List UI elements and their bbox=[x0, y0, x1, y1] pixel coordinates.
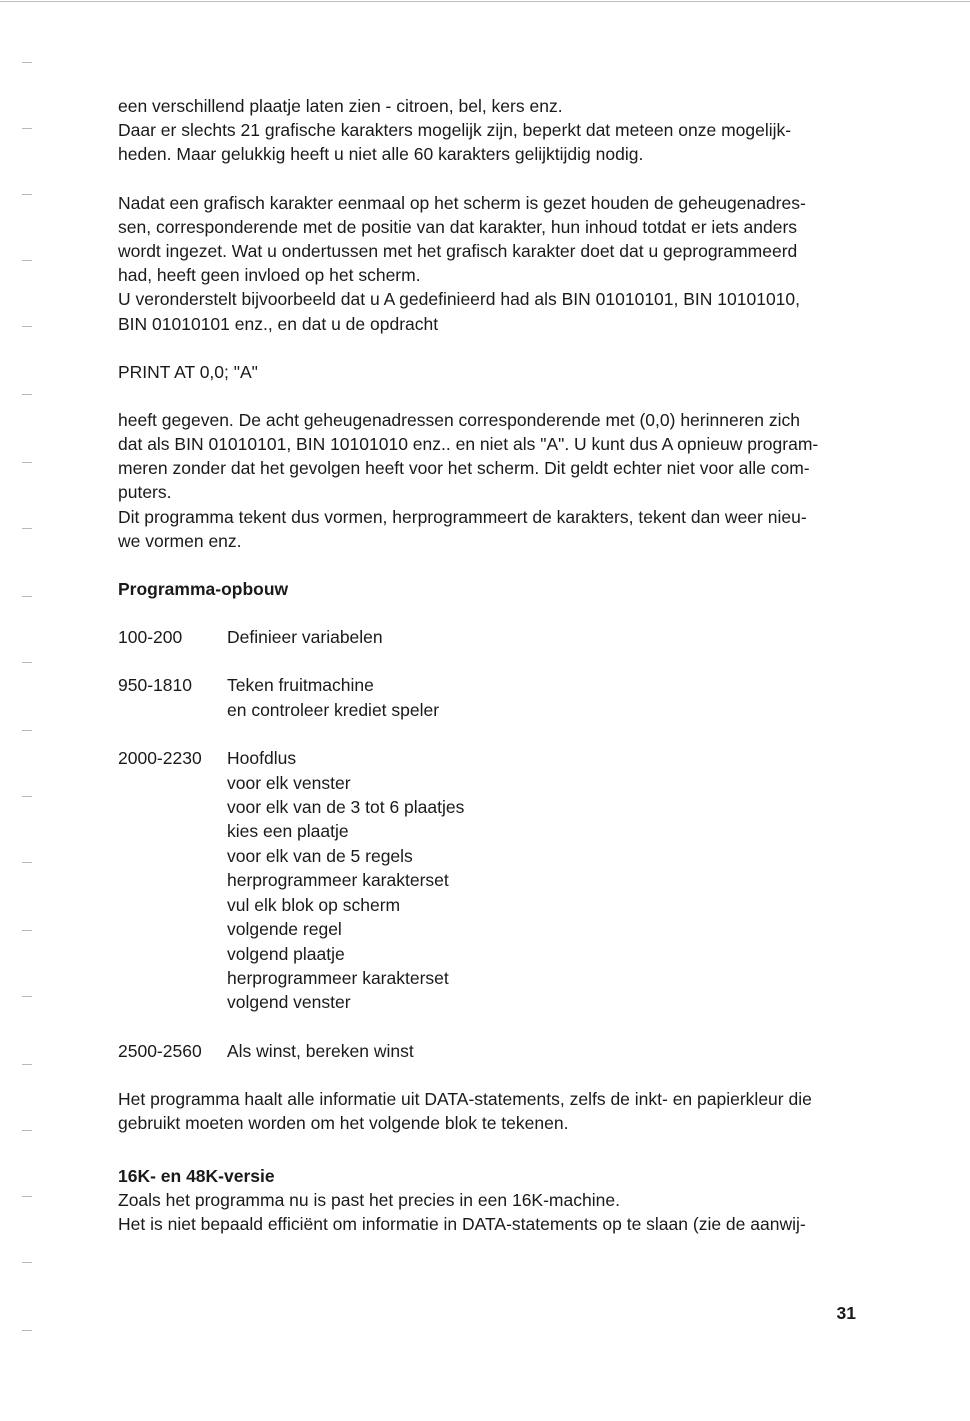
program-step: Als winst, bereken winst bbox=[227, 1040, 414, 1061]
text-line: BIN 01010101 enz., en dat u de opdracht bbox=[118, 313, 439, 334]
program-step: volgend plaatje bbox=[227, 943, 345, 964]
text-line: gebruikt moeten worden om het volgende blok te tekenen. bbox=[118, 1113, 569, 1134]
margin-ticks bbox=[22, 0, 34, 1421]
program-row bbox=[118, 746, 863, 1014]
text-line: puters. bbox=[118, 482, 172, 503]
text-line: we vormen enz. bbox=[118, 530, 242, 551]
program-step: volgende regel bbox=[227, 919, 342, 940]
line-range: 100-200 bbox=[118, 627, 183, 648]
program-step: voor elk van de 5 regels bbox=[227, 845, 413, 866]
program-step: voor elk van de 3 tot 6 plaatjes bbox=[227, 797, 465, 818]
heading-program-structure: Programma-opbouw bbox=[118, 579, 289, 600]
heading-versions: 16K- en 48K-versie bbox=[118, 1165, 275, 1186]
program-step: Definieer variabelen bbox=[227, 627, 383, 648]
program-step: vul elk blok op scherm bbox=[227, 894, 401, 915]
program-row bbox=[118, 673, 863, 722]
text-line: Zoals het programma nu is past het precies in een 16K-machine. bbox=[118, 1189, 620, 1210]
paragraph-graphics bbox=[118, 191, 863, 336]
page-top-edge bbox=[0, 1, 970, 2]
program-step: Teken fruitmachine bbox=[227, 675, 374, 696]
page-content bbox=[118, 94, 863, 1236]
page-number: 31 bbox=[836, 1303, 856, 1323]
paragraph-versions bbox=[118, 1188, 863, 1236]
text-line: Daar er slechts 21 grafische karakters mogelijk zijn, beperkt dat meteen onze mogelijk- bbox=[118, 120, 792, 141]
text-line: meren zonder dat het gevolgen heeft voor het scherm. Dit geldt echter niet voor alle com- bbox=[118, 458, 810, 479]
paragraph-intro bbox=[118, 94, 863, 167]
text-line: dat als BIN 01010101, BIN 10101010 enz.. en niet als "A". U kunt dus A opnieuw program- bbox=[118, 434, 819, 455]
text-line: heden. Maar gelukkig heeft u niet alle 60 karakters gelijktijdig nodig. bbox=[118, 144, 644, 165]
line-range: 2000-2230 bbox=[118, 748, 202, 769]
line-range: 2500-2560 bbox=[118, 1040, 202, 1061]
text-line: Nadat een grafisch karakter eenmaal op het scherm is gezet houden de geheugenadres- bbox=[118, 192, 806, 213]
paragraph-after-code bbox=[118, 408, 863, 553]
program-row bbox=[118, 625, 863, 649]
code-line: PRINT AT 0,0; "A" bbox=[118, 361, 258, 382]
program-step: voor elk venster bbox=[227, 772, 351, 793]
text-line: Dit programma tekent dus vormen, herprogrammeert de karakters, tekent dan weer nieu- bbox=[118, 506, 807, 527]
program-row bbox=[118, 1039, 863, 1063]
program-step: herprogrammeer karakterset bbox=[227, 870, 449, 891]
program-step: Hoofdlus bbox=[227, 748, 297, 769]
text-line: sen, corresponderende met de positie van dat karakter, hun inhoud totdat er iets anders bbox=[118, 216, 798, 237]
program-step: en controleer krediet speler bbox=[227, 699, 440, 720]
text-line: heeft gegeven. De acht geheugenadressen corresponderende met (0,0) herinneren zich bbox=[118, 409, 800, 430]
text-line: een verschillend plaatje laten zien - citroen, bel, kers enz. bbox=[118, 96, 563, 116]
text-line: had, heeft geen invloed op het scherm. bbox=[118, 265, 421, 286]
paragraph-data-statements bbox=[118, 1087, 863, 1135]
text-line: Het programma haalt alle informatie uit DATA-statements, zelfs de inkt- en papierkleur die bbox=[118, 1089, 812, 1110]
text-line: Het is niet bepaald efficiënt om informatie in DATA-statements op te slaan (zie de aanwij- bbox=[118, 1213, 806, 1234]
program-step: kies een plaatje bbox=[227, 821, 349, 842]
text-line: wordt ingezet. Wat u ondertussen met het grafisch karakter doet dat u geprogrammeerd bbox=[118, 241, 798, 262]
text-line: U veronderstelt bijvoorbeeld dat u A gedefinieerd had als BIN 01010101, BIN 10101010, bbox=[118, 289, 801, 310]
program-step: volgend venster bbox=[227, 992, 351, 1013]
line-range: 950-1810 bbox=[118, 675, 192, 696]
program-step: herprogrammeer karakterset bbox=[227, 967, 449, 988]
